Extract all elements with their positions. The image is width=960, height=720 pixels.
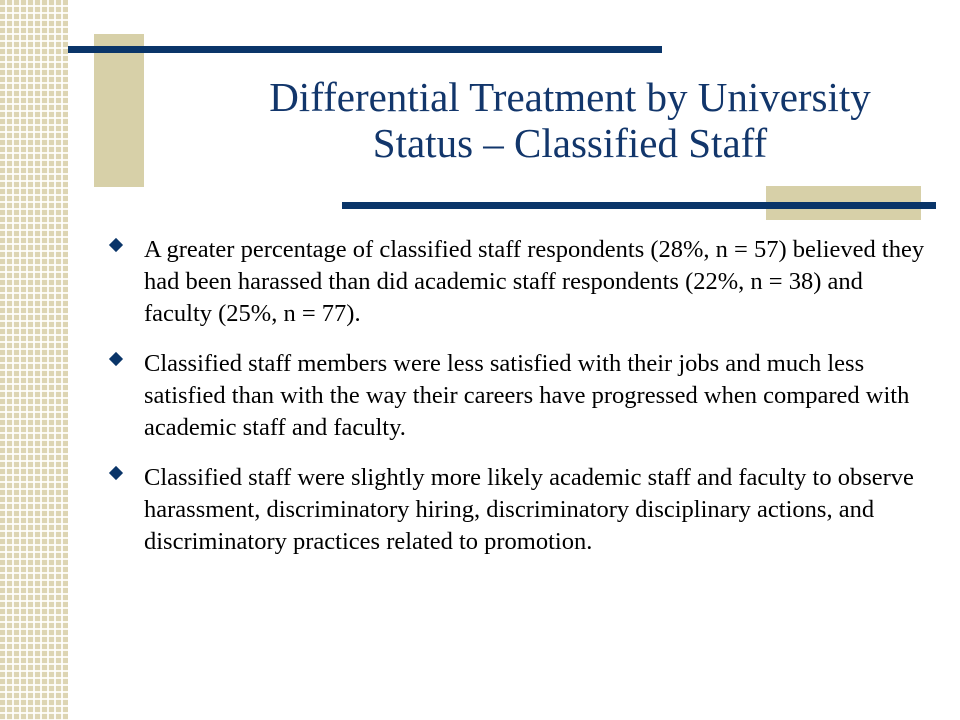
bullet-text: A greater percentage of classified staff respondents (28%, n = 57) believed they had been harassed than did academic staff respondents (22%, n = 38) and faculty (25%, n = 77). <box>144 236 925 327</box>
slide-title-line-1: Differential Treatment by University <box>269 74 871 120</box>
top-rule <box>68 46 662 53</box>
diamond-bullet-icon <box>109 466 123 480</box>
bullet-list <box>106 234 926 576</box>
bottom-rule <box>342 202 936 209</box>
slide-title <box>200 74 940 166</box>
diamond-bullet-icon <box>109 352 123 366</box>
left-stripe-decoration <box>0 0 68 720</box>
bullet-text: Classified staff members were less satisfied with their jobs and much less satisfied than with the way their careers have progressed when compared with academic staff and faculty. <box>144 350 910 441</box>
bullet-item <box>106 462 926 558</box>
diamond-bullet-icon <box>109 238 123 252</box>
bullet-item <box>106 348 926 444</box>
bullet-text: Classified staff were slightly more likely academic staff and faculty to observe harassment, discriminatory hiring, discriminatory disciplinary actions, and discriminatory practices related to promotion. <box>144 464 914 555</box>
top-left-tan-block <box>94 34 144 187</box>
bullet-item <box>106 234 926 330</box>
slide-title-line-2: Status – Classified Staff <box>372 120 768 166</box>
